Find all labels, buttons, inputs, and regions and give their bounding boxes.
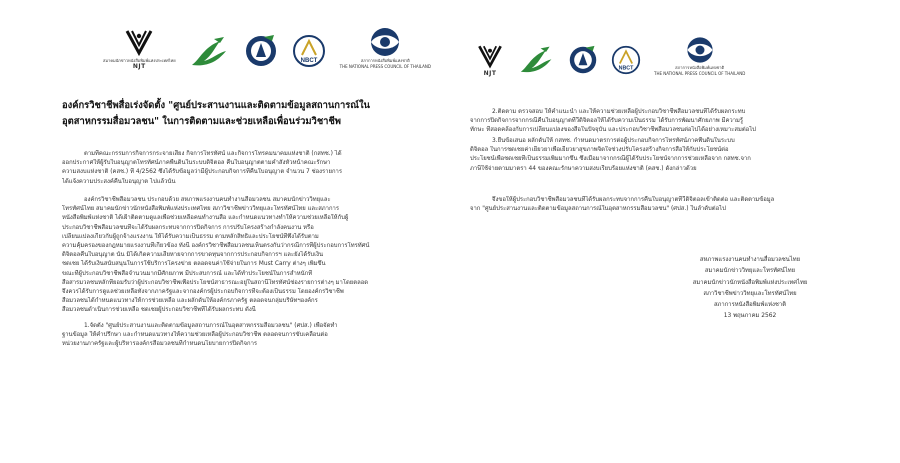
njt-logo-caption: NJT — [132, 63, 146, 70]
paragraph-line: เปลี่ยนแปลงเกี่ยวกับผู้ถูกจ้างแรงงาน ให้ได้รับความเป็นธรรม ตามหลักสิทธิและประโยชน์ที่พึงได้รับตาม — [62, 233, 319, 240]
paragraph-line: หนังสือพิมพ์แห่งชาติ ได้เฝ้าติดตามดูแลเพื่อช่วยเหลือคนทำงานสื่อ และกำหนดแนวทางทำให้ความช่วยเหลือให้กับผู้ — [62, 215, 349, 222]
paragraph-line: ฐานข้อมูล ให้คำปรึกษา และกำหนดแนวทางให้ความช่วยเหลือผู้ประกอบวิชาชีพ ตลอดจนการขับเคลื่อนต่อ — [62, 332, 328, 339]
paragraph-line: องค์กรวิชาชีพสื่อมวลชน ประกอบด้วย สหภาพแรงงานคนทำงานสื่อมวลชน สมาคมนักข่าววิทยุและ — [84, 197, 331, 203]
paragraph-line: ความสงบแห่งชาติ (คสช.) ที่ 4/2562 ซึ่งได้รับข้อมูลว่ามีผู้ประกอบกิจการที่คืนใบอนุญาต จำนวน 7 ช่องรายการ — [62, 169, 343, 176]
bird-icon — [190, 37, 230, 69]
press-council-caption: สภาการหนังสือพิมพ์แห่งชาติ — [360, 58, 410, 63]
press-council-subcaption: THE NATIONAL PRESS COUNCIL OF THAILAND — [654, 71, 746, 76]
bird-icon — [519, 46, 555, 76]
press-council-logo — [654, 36, 745, 76]
njt-logo — [103, 27, 176, 69]
paragraph-line: 2.ติดตาม ตรวจสอบ ให้คำแนะนำ และให้ความช่วยเหลือผู้ประกอบวิชาชีพสื่อมวลชนที่ได้รับผลกระทบ — [492, 109, 746, 115]
nbct-logo-caption: NBCT — [618, 65, 634, 72]
logo-row — [474, 36, 745, 76]
paragraph-item-2 — [470, 108, 802, 136]
tja-logo — [244, 33, 278, 69]
paragraph-line: ประโยชน์เพื่อชดเชยที่เป็นธรรมเพิ่มมากขึ้น ซึ่งเมื่อมาจากกรณีผู้ได้รับประโยชน์จากการช่วยเหลือจาก กสทช.จาก — [470, 156, 751, 163]
paragraph-item-1 — [62, 322, 407, 350]
eye-icon — [365, 27, 405, 57]
paragraph-line: 3.ยื่นข้อเสนอ ผลักดันให้ กสทช. กำหนดมาตรการต่อผู้ประกอบกิจการโทรทัศน์ภาคพื้นดินในระบบ — [492, 138, 735, 144]
paragraph-line: ทักษะ ที่สอดคล้องกับการเปลี่ยนแปลงของสื่อในปัจจุบัน และประกอบวิชาชีพสื่อมวลชนต่อไปได้อย่างเหมาะสมต่อไป — [470, 127, 756, 134]
logo-row — [103, 27, 431, 69]
tja-logo — [568, 44, 598, 76]
paragraph-line: ออกประกาศให้ผู้รับใบอนุญาตโทรทัศน์ภาคพื้นดินในระบบดิจิตอล คืนใบอนุญาตตามคำสั่งหัวหน้าคณะรักษา — [62, 160, 331, 167]
signatory-journalists-association: สมาคมนักข่าวนักหนังสือพิมพ์แห่งประเทศไทย — [692, 279, 808, 286]
title-line: อุตสาหกรรมสื่อมวลชน" ในการติดตามและช่วยเหลือเพื่อนร่วมวิชาชีพ — [62, 116, 341, 127]
title-line: องค์กรวิชาชีพสื่อเร่งจัดตั้ง "ศูนย์ประสานงานและติดตามข้อมูลสถานการณ์ใน — [62, 100, 370, 111]
paragraph-item-3 — [470, 137, 802, 174]
paragraph-line: สื่อมวลชนดำเนินการช่วยเหลือ ชดเชยผู้ประกอบวิชาชีพที่ได้รับผลกระทบ ดังนี้ — [62, 307, 256, 314]
paragraph-line: สื่อมวลชนได้กำหนดแนวทางให้การช่วยเหลือ และผลักดันให้องค์กรภาครัฐ ตลอดจนกลุ่มบริษัทฯองค์กร — [62, 298, 318, 305]
paragraph-intro — [62, 150, 407, 187]
njt-logo-subcaption: สมาคมนักข่าวหนังสือพิมพ์แห่งประเทศไทย — [103, 58, 176, 63]
document-date: 13 พฤษภาคม 2562 — [723, 313, 777, 320]
signature-block — [650, 255, 850, 323]
paragraph-line: สื่อสารมวลชนหลักที่ยอมรับว่าผู้ประกอบวิชาชีพเพื่อประโยชน์สาธารณะอยู่ในสถานีโทรทัศน์ช่องรายการต่างๆ มาโดยตลอด — [62, 279, 369, 286]
document-page-right — [450, 0, 900, 463]
signatory-news-broadcasting-council: สภาวิชาชีพข่าววิทยุและโทรทัศน์ไทย — [703, 290, 797, 297]
paragraph-line: ได้แจ้งความประสงค์คืนใบอนุญาต ไปแล้วนั้น — [62, 178, 176, 185]
bird-logo — [519, 46, 555, 76]
nbct-seal-icon — [611, 44, 641, 76]
paragraph-line: ประกอบวิชาชีพสื่อมวลชนที่จะได้รับผลกระทบจากการปิดกิจการ การปรับโครงสร้างกำลังคนงาน หรือ — [62, 224, 314, 231]
paragraph-line: ตามที่คณะกรรมการกิจการกระจายเสียง กิจการโทรทัศน์ และกิจการโทรคมนาคมแห่งชาติ (กสทช.) ได้ — [84, 151, 342, 157]
tja-badge-icon — [244, 33, 278, 69]
signatory-radio-tv-association: สมาคมนักข่าววิทยุและโทรทัศน์ไทย — [704, 268, 796, 275]
pen-nib-icon — [474, 42, 506, 70]
paragraph-line: จึงขอให้ผู้ประกอบวิชาชีพสื่อมวลชนที่ได้รับผลกระทบจากการคืนใบอนุญาตทีวีดิจิตอลเข้าติดต่อ และติดตามข้อมูล — [492, 197, 775, 203]
signatory-press-council: สภาการหนังสือพิมพ์แห่งชาติ — [713, 302, 787, 309]
paragraph-line: จึงควรได้รับการดูแลช่วยเหลือทั้งจากภาครัฐและจากองค์กรผู้ประกอบกิจการที่จะต้องเป็นธรรม โดยองค์กรวิชาชีพ — [62, 289, 344, 296]
paragraph-line: ดิจิตอลคืนใบอนุญาต นั้น มิได้เกิดความเสียหายจากการขาดทุนจากการประกอบกิจการฯ และยังได้รับเงิน — [62, 252, 324, 259]
paragraph-line: ขณะที่ผู้ประกอบวิชาชีพสื่อจำนวนมากมีศักยภาพ มีประสบการณ์ และได้ทำประโยชน์ในการสำหนักที่ — [62, 270, 313, 277]
paragraph-line: ดิจิตอล ในการชดเชยค่าเยียวยาเพื่อเยียวยาสุขภาพจิตใจช่วงปรับโครงสร้างกิจการสื่อให้กับประโยชน์ต่อ — [470, 147, 729, 154]
nbct-logo — [292, 33, 326, 69]
paragraph-line: 1.จัดตั้ง "ศูนย์ประสานงานและติดตามข้อมูลสถานการณ์ในอุตสาหกรรมสื่อมวลชน" (ศปส.) เพื่อจัดทำ — [84, 323, 338, 329]
njt-logo-caption: NJT — [483, 70, 497, 77]
paragraph-line: ชดเชย ได้รับเงินสนับสนุนในการใช้บริการโครงข่าย ตลอดจนค่าใช้จ่ายในการ Must Carry ต่างๆ เพิ่มขึ้น — [62, 261, 326, 268]
paragraph-organizations — [62, 196, 407, 316]
press-council-logo — [340, 27, 431, 69]
signatory-union: สหภาพแรงงานคนทำงานสื่อมวลชนไทย — [699, 257, 801, 263]
press-council-caption: สภาการหนังสือพิมพ์แห่งชาติ — [675, 65, 725, 70]
nbct-logo-caption: NBCT — [300, 58, 317, 64]
paragraph-line: จาก "ศูนย์ประสานงานและติดตามข้อมูลสถานการณ์ในอุตสาหกรรมสื่อมวลชน" (ศปส.) ในลำดับต่อไป — [470, 206, 726, 213]
njt-logo — [474, 42, 506, 76]
document-title — [62, 98, 407, 130]
paragraph-line: หน่วยงานภาครัฐและผู้บริหารองค์กรสื่อมวลชนที่กำหนดนโยบายการปิดกิจการ — [62, 341, 258, 348]
paragraph-line: ความคุ้มครองของกฎหมายแรงงานที่เกี่ยวข้อง ทั้งนี้ องค์กรวิชาชีพสื่อมวลชนเห็นตรงกันว่ากรณีการที่ผู้ประกอบการโทรทัศน์ — [62, 243, 370, 250]
paragraph-line: โทรทัศน์ไทย สมาคมนักข่าวนักหนังสือพิมพ์แห่งประเทศไทย สภาวิชาชีพข่าววิทยุและโทรทัศน์ไทย และสภาการ — [62, 206, 340, 213]
paragraph-closing — [470, 196, 802, 214]
press-council-subcaption: THE NATIONAL PRESS COUNCIL OF THAILAND — [339, 64, 431, 69]
paragraph-line: จากการปิดกิจการจากกรณีคืนใบอนุญาตทีวีดิจิตอลให้ได้รับความเป็นธรรม ได้รับการพัฒนาศักยภาพ มีความรู้ — [470, 118, 744, 125]
bird-logo — [190, 37, 230, 69]
nbct-logo — [611, 44, 641, 76]
pen-nib-icon — [121, 27, 157, 57]
tja-badge-icon — [568, 44, 598, 76]
nbct-seal-icon — [292, 33, 326, 69]
paragraph-line: ภาษีใช้จ่ายตามมาตรา 44 ของคณะรักษาความสงบเรียบร้อยแห่งชาติ (คสช.) ดังกล่าวด้วย — [470, 165, 697, 172]
eye-icon — [682, 36, 718, 64]
